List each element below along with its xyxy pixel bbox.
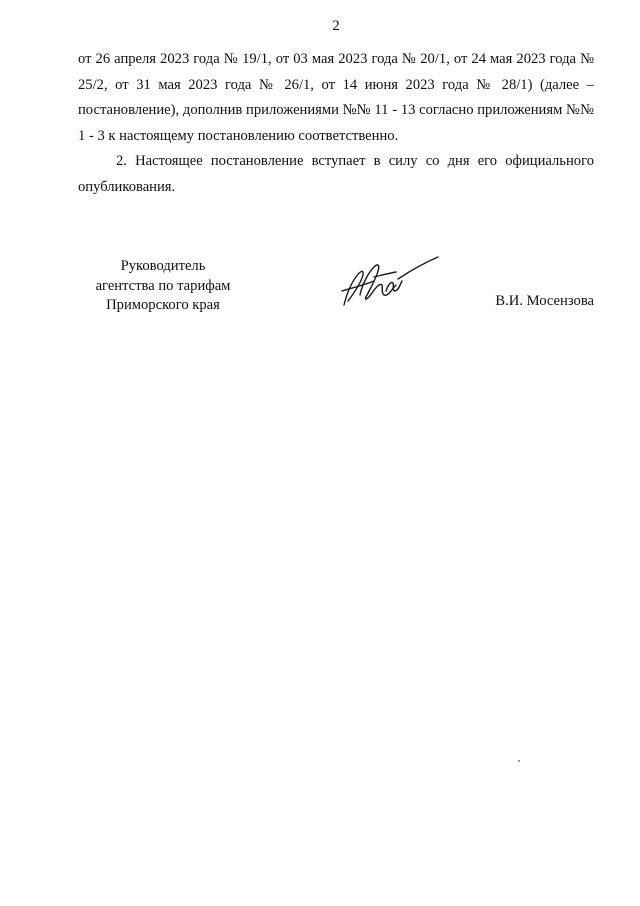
paragraph-effective-date: 2. Настоящее постановление вступает в силу со дня его официального опубликования.	[78, 153, 594, 195]
scan-speck	[518, 760, 520, 762]
signer-position-line-3: Приморского края	[106, 297, 220, 313]
signer-position	[78, 257, 248, 316]
signer-position-line-1: Руководитель	[120, 258, 206, 274]
page-number: 2	[332, 18, 340, 34]
signer-name: В.И. Мосензова	[495, 293, 594, 309]
signature-block	[0, 257, 640, 337]
document-body	[78, 47, 594, 200]
paragraph-continuation: от 26 апреля 2023 года № 19/1, от 03 мая 2023 года № 20/1, от 24 мая 2023 года № 25/2, от 31 мая 2023 года № 26/1, от 14 июня 2023 года № 28/1) (далее – постановление), дополнив приложениями №№ 11 - 13 согласно приложениям №№ 1 - 3 к настоящему постановлению соответственно.	[78, 51, 594, 144]
signer-position-line-2: агентства по тарифам	[95, 277, 231, 294]
handwritten-signature	[338, 255, 442, 313]
